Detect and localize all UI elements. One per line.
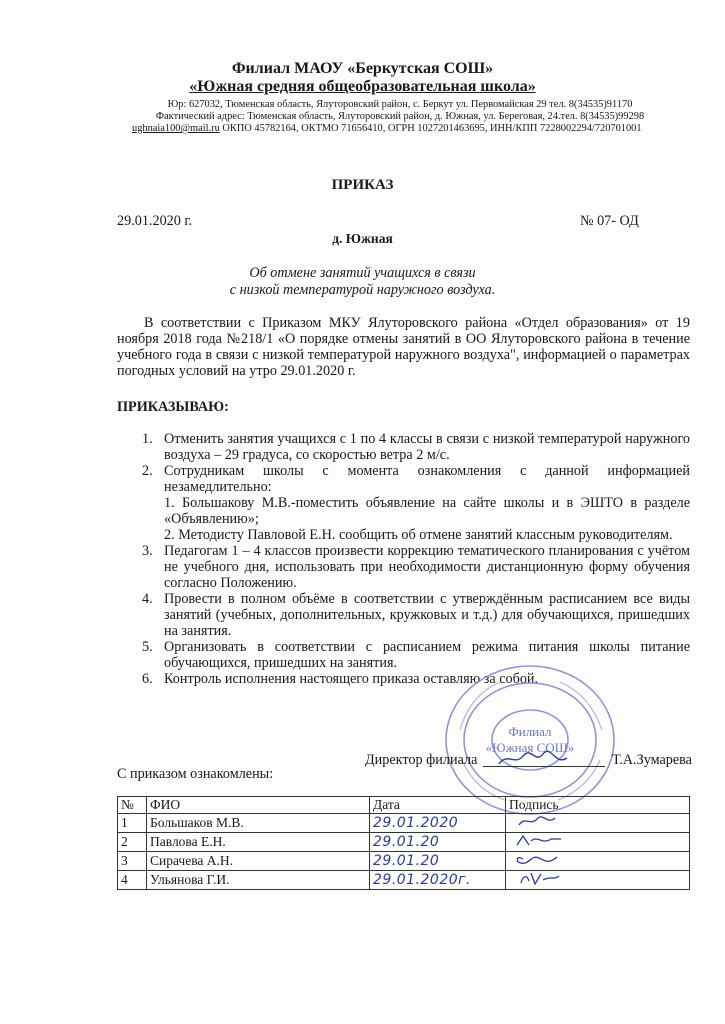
director-signature (495, 748, 575, 770)
registry-codes: ОКПО 45782164, ОКТМО 71656410, ОГРН 1027201463695, ИНН/КПП 7228002294/720701001 (219, 123, 642, 134)
row-number: 2 (118, 833, 147, 852)
org-name: Филиал МАОУ «Беркутская СОШ» (231, 60, 494, 77)
doc-subject-2: с низкой температурой наружного воздуха. (229, 282, 496, 298)
table-row (118, 814, 690, 833)
actual-address: Фактический адрес: Тюменская область, Ялуторовский район, д. Южная, ул. Береговая, 24.тел. 8(34535)99298 (155, 111, 645, 122)
order-word: ПРИКАЗЫВАЮ: (117, 399, 229, 415)
row-signature (506, 814, 690, 833)
order-item-text: Отменить занятия учащихся с 1 по 4 классы в связи с низкой температурой наружного воздуха – 29 градуса, со скоростью ветра 2 м/с. (164, 431, 690, 463)
signature-mark (509, 852, 569, 866)
header-cell-signature: Подпись (506, 797, 690, 814)
doc-place: д. Южная (332, 231, 393, 246)
table-row (118, 852, 690, 871)
order-item-number: 2. (142, 463, 153, 479)
order-item-number: 5. (142, 639, 153, 655)
director-name: Т.А.Зумарева (612, 752, 692, 768)
order-item-text: Контроль исполнения настоящего приказа оставляю за собой. (164, 671, 539, 687)
stamp-line-1: Филиал (508, 724, 552, 739)
order-item (142, 543, 690, 591)
acquainted-label: С приказом ознакомлены: (117, 766, 274, 782)
header-cell-number: № (118, 797, 147, 814)
director-label: Директор филиала (365, 752, 478, 768)
order-item-text: Провести в полном объёме в соответствии с утверждённым расписанием все виды занятий (учебных, дополнительных, кружковых и т.д.) для обучающихся, пришедших на занятия. (164, 591, 690, 639)
row-signature (506, 852, 690, 871)
acquaintance-table (117, 796, 690, 890)
header-cell-date: Дата (370, 797, 506, 814)
contacts-line (132, 123, 712, 135)
doc-subject-1: Об отмене занятий учащихся в связи (249, 265, 476, 281)
doc-number: № 07- ОД (580, 213, 639, 229)
order-item-text: Организовать в соответствии с расписанием режима питания школы питание обучающихся, пришедших на занятия. (164, 639, 690, 671)
row-name: Сирачева А.Н. (147, 852, 370, 871)
order-item (142, 431, 690, 463)
order-item (142, 463, 690, 543)
doc-date: 29.01.2020 г. (117, 213, 193, 229)
signature-mark (509, 833, 569, 847)
signature-mark (509, 814, 569, 828)
preamble: В соответствии с Приказом МКУ Ялуторовского района «Отдел образования» от 19 ноября 2018 года №218/1 «О порядке отмены занятий в ОО Ялуторовского района в течение учебного года в связи с низкой температурой наружного воздуха", информацией о параметрах погодных условий на утро 29.01.2020 г. (117, 315, 690, 379)
order-items (142, 431, 690, 687)
order-item-number: 3. (142, 543, 153, 559)
header-cell-name: ФИО (147, 797, 370, 814)
order-item-text: Сотрудникам школы с момента ознакомления с данной информацией незамедлительно: (164, 463, 690, 495)
order-subitem: 1. Большакову М.В.-поместить объявление на сайте школы и в ЭШТО в разделе «Объявлению»; (164, 495, 690, 527)
signature-mark (509, 871, 569, 885)
order-item-number: 4. (142, 591, 153, 607)
row-number: 3 (118, 852, 147, 871)
email-link[interactable]: ughnaia100@mail.ru (132, 123, 220, 134)
row-number: 1 (118, 814, 147, 833)
row-date: 29.01.2020 (370, 814, 506, 833)
row-date: 29.01.20 (370, 833, 506, 852)
row-number: 4 (118, 871, 147, 890)
row-name: Большаков М.В. (147, 814, 370, 833)
table-row (118, 871, 690, 890)
table-header-row (118, 797, 690, 814)
order-item (142, 591, 690, 639)
row-signature (506, 871, 690, 890)
legal-address: Юр: 627032, Тюменская область, Ялуторовский район, с. Беркут ул. Первомайская 29 тел. 8(34535)91170 (167, 99, 633, 110)
order-item-number: 1. (142, 431, 153, 447)
order-subitem: 2. Методисту Павловой Е.Н. сообщить об отмене занятий классным руководителям. (164, 527, 673, 543)
school-name: «Южная средняя общеобразовательная школа» (189, 78, 536, 95)
row-name: Ульянова Г.И. (147, 871, 370, 890)
row-name: Павлова Е.Н. (147, 833, 370, 852)
row-date: 29.01.20 (370, 852, 506, 871)
doc-title: ПРИКАЗ (331, 177, 394, 193)
stamp-line-2: «Южная СОШ» (485, 740, 575, 755)
row-date: 29.01.2020г. (370, 871, 506, 890)
row-signature (506, 833, 690, 852)
order-item-text: Педагогам 1 – 4 классов произвести коррекцию тематического планирования с учётом не учебного дня, использовать при необходимости дистанционную форму обучения согласно Положению. (164, 543, 690, 591)
order-item-number: 6. (142, 671, 153, 687)
table-row (118, 833, 690, 852)
